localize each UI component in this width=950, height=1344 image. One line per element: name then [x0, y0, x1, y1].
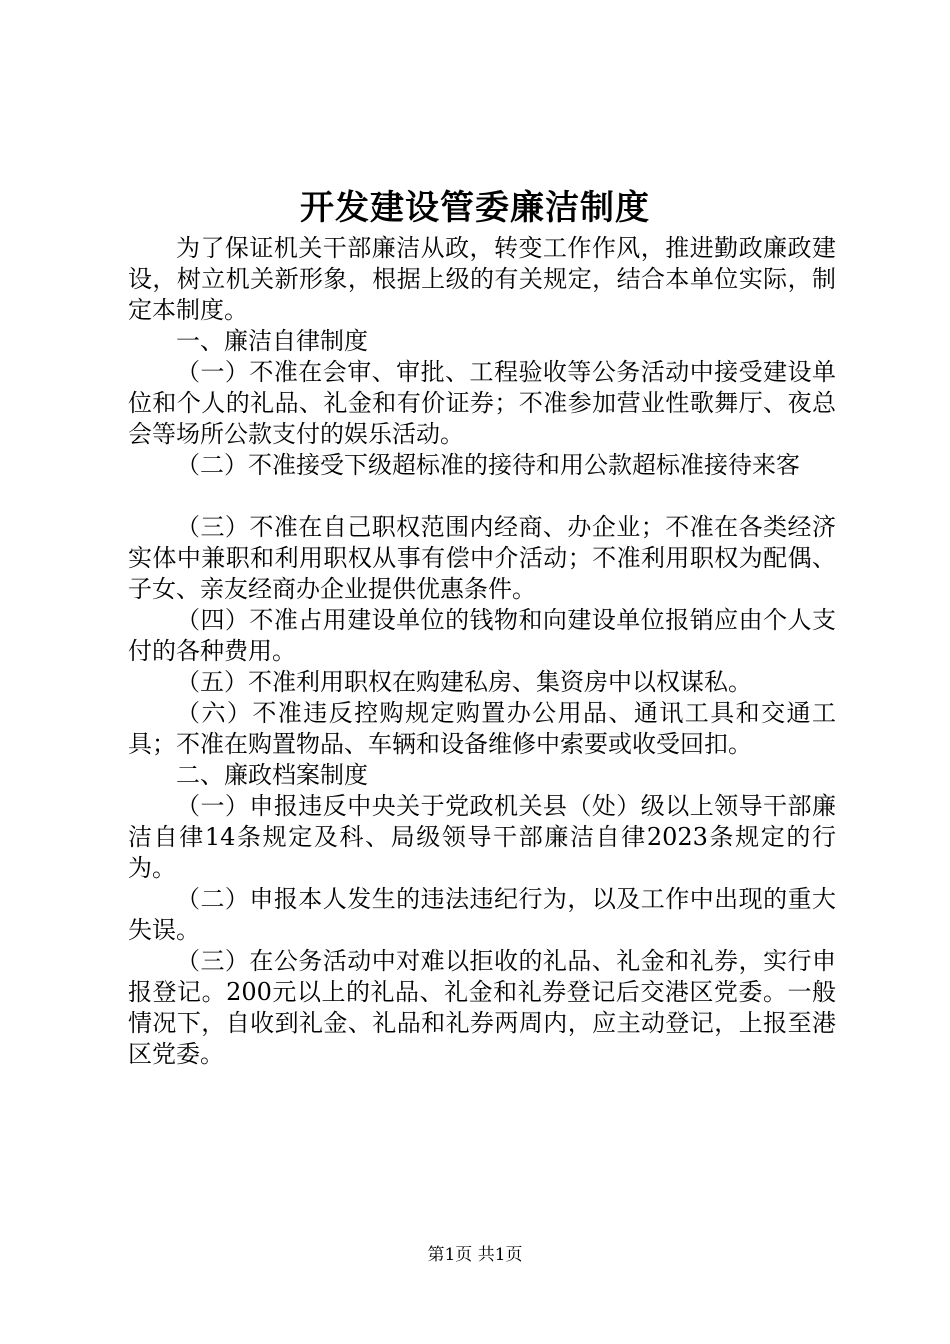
rule-1-6: （六）不准违反控购规定购置办公用品、通讯工具和交通工具；不准在购置物品、车辆和设备维修中索要或收受回扣。	[128, 699, 836, 758]
rule-2-2: （二）申报本人发生的违法违纪行为，以及工作中出现的重大失误。	[128, 885, 836, 944]
rule-2-1: （一）申报违反中央关于党政机关县（处）级以上领导干部廉洁自律14条规定及科、局级领导干部廉洁自律2023条规定的行为。	[128, 792, 836, 882]
page-footer: 第1页 共1页	[427, 1245, 523, 1265]
intro-paragraph: 为了保证机关干部廉洁从政，转变工作作风，推进勤政廉政建设，树立机关新形象，根据上级的有关规定，结合本单位实际，制定本制度。	[128, 234, 836, 324]
section-heading-1: 一、廉洁自律制度	[176, 327, 368, 355]
document-title: 开发建设管委廉洁制度	[300, 188, 650, 228]
rule-1-4: （四）不准占用建设单位的钱物和向建设单位报销应由个人支付的各种费用。	[128, 606, 836, 665]
rule-2-3: （三）在公务活动中对难以拒收的礼品、礼金和礼券，实行申报登记。200元以上的礼品、礼金和礼券登记后交港区党委。一般情况下，自收到礼金、礼品和礼券两周内，应主动登记，上报至港区党委。	[128, 947, 836, 1068]
document-body	[128, 233, 836, 1070]
blank-line	[128, 481, 836, 512]
rule-1-3: （三）不准在自己职权范围内经商、办企业；不准在各类经济实体中兼职和利用职权从事有偿中介活动；不准利用职权为配偶、子女、亲友经商办企业提供优惠条件。	[128, 513, 836, 603]
rule-1-5: （五）不准利用职权在购建私房、集资房中以权谋私。	[176, 668, 752, 696]
section-heading-2: 二、廉政档案制度	[176, 761, 368, 789]
rule-1-2: （二）不准接受下级超标准的接待和用公款超标准接待来客	[176, 451, 800, 479]
rule-1-1: （一）不准在会审、审批、工程验收等公务活动中接受建设单位和个人的礼品、礼金和有价证券；不准参加营业性歌舞厅、夜总会等场所公款支付的娱乐活动。	[128, 358, 836, 448]
